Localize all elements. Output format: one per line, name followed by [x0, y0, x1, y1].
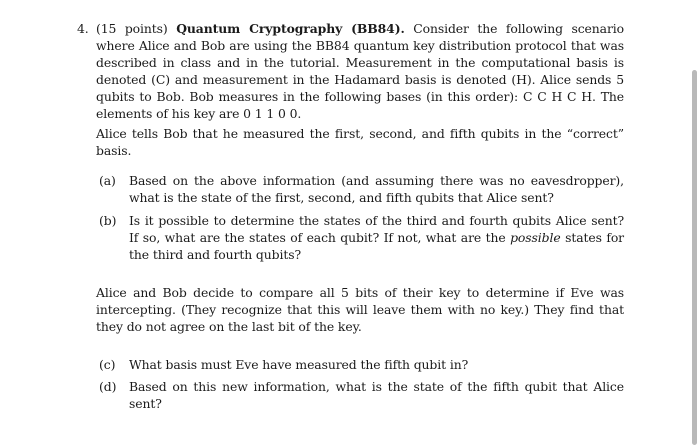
- parts-group-2: [96, 356, 624, 412]
- part-b-label: (b): [99, 213, 117, 228]
- part-c-text: What basis must Eve have measured the fifth qubit in?: [129, 357, 469, 372]
- part-b-text-2: states for the third and fourth qubits?: [129, 230, 624, 262]
- part-b-text-1: Is it possible to determine the states of the third and fourth qubits Alice sent? If so, what are the states of each qubit? If not, what are the: [129, 213, 624, 245]
- intro-text: Consider the following scenario where Alice and Bob are using the BB84 quantum key distribution protocol that was described in class and in the tutorial. Measurement in the computational basis is denoted (C) and measurement in the Hadamard basis is denoted (H). Alice sends 5 qubits to Bob. Bob measures in the following bases (in this order): C C H C H. The elements of his key are 0 1 1 0 0.: [96, 21, 625, 121]
- vertical-scrollbar[interactable]: [692, 70, 697, 445]
- question-block: [77, 20, 625, 414]
- part-a-text: Based on the above information (and assuming there was no eavesdropper), what is the state of the first, second, and fifth qubits that Alice sent?: [129, 173, 624, 205]
- bob-told-paragraph: Alice tells Bob that he measured the first, second, and fifth qubits in the “correct” basis.: [96, 126, 624, 158]
- part-b-emphasis: possible: [510, 230, 561, 245]
- part-c-label: (c): [99, 357, 116, 372]
- part-c: [99, 356, 624, 373]
- question-title: Quantum Cryptography (BB84).: [176, 21, 405, 36]
- question-number: 4.: [77, 21, 89, 36]
- part-d-text: Based on this new information, what is the state of the fifth qubit that Alice sent?: [129, 379, 624, 411]
- points-label: (15 points): [96, 21, 168, 36]
- part-b: [99, 212, 624, 263]
- part-d-label: (d): [99, 379, 117, 394]
- part-d: [99, 378, 624, 412]
- parts-group-1: [96, 172, 624, 263]
- intro-paragraph: [96, 20, 624, 122]
- eve-paragraph: Alice and Bob decide to compare all 5 bits of their key to determine if Eve was intercepting. (They recognize that this will leave them with no key.) They find that they do not agree on the last bit of the key.: [96, 285, 624, 334]
- part-a: [99, 172, 624, 206]
- part-a-label: (a): [99, 173, 116, 188]
